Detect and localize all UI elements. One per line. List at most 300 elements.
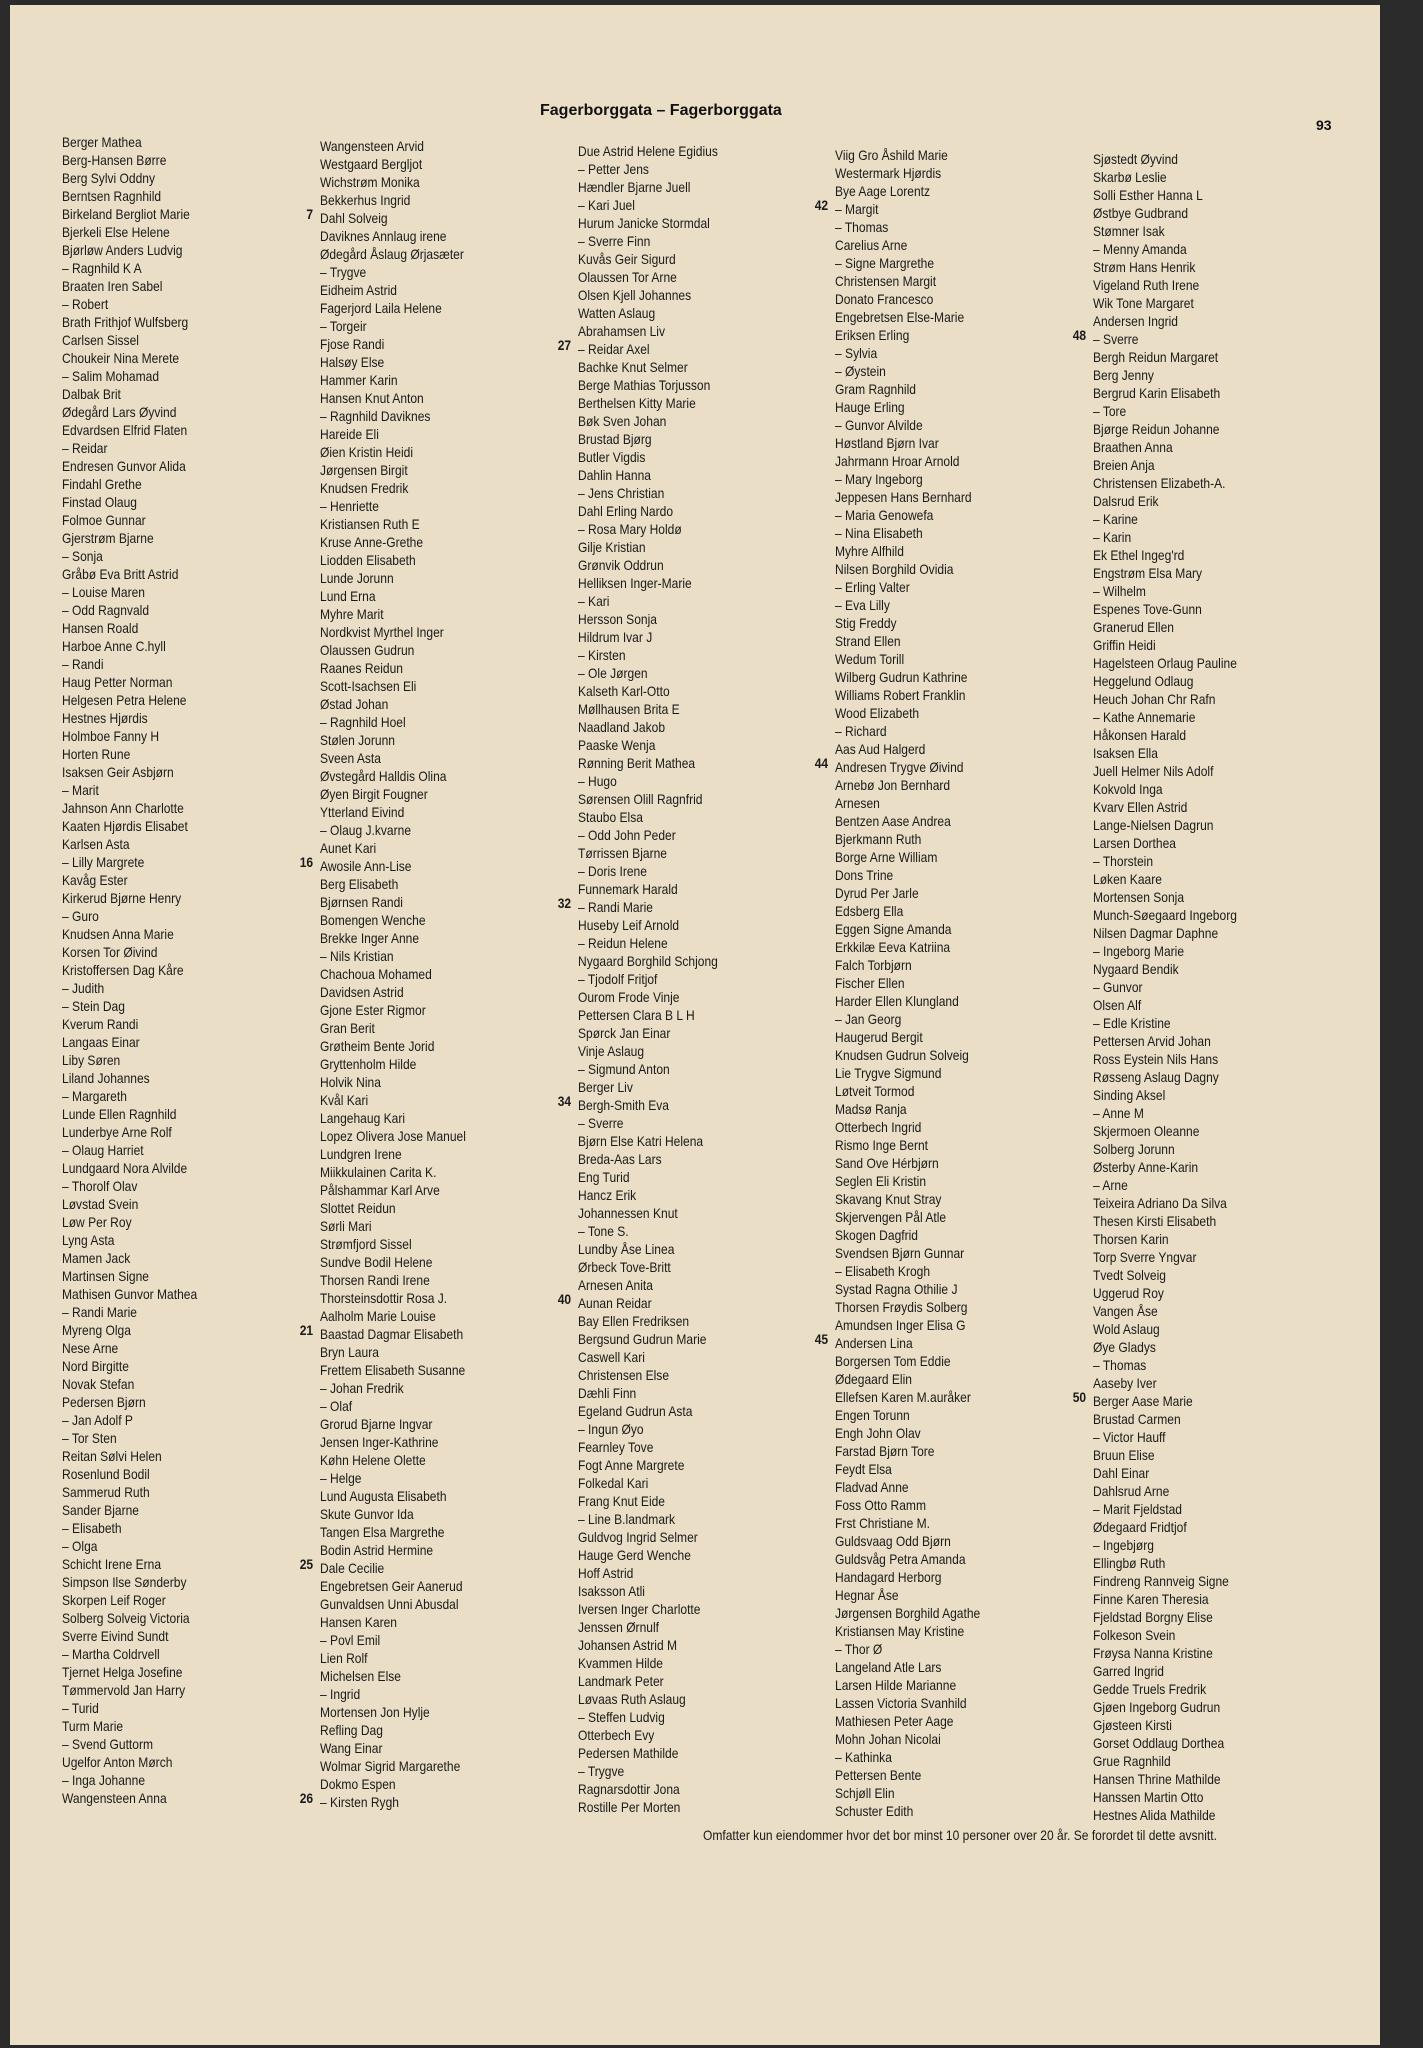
resident-entry bbox=[835, 200, 1063, 218]
resident-name: Martinsen Signe bbox=[62, 1268, 150, 1284]
resident-name: Viig Gro Åshild Marie bbox=[835, 147, 948, 163]
resident-name: – Svend Guttorm bbox=[62, 1736, 154, 1752]
resident-name: Gråbø Eva Britt Astrid bbox=[62, 566, 179, 582]
resident-entry bbox=[320, 461, 548, 479]
resident-entry bbox=[1093, 186, 1321, 204]
resident-name: Wik Tone Margaret bbox=[1093, 295, 1194, 311]
resident-name: Heggelund Odlaug bbox=[1093, 673, 1194, 689]
resident-entry bbox=[578, 682, 806, 700]
resident-entry bbox=[1093, 636, 1321, 654]
resident-entry bbox=[835, 488, 1063, 506]
resident-name: Slottet Reidun bbox=[320, 1200, 396, 1216]
resident-entry bbox=[1093, 744, 1321, 762]
resident-name: – Richard bbox=[835, 723, 887, 739]
resident-name: Lundby Åse Linea bbox=[578, 1241, 675, 1257]
resident-entry bbox=[1093, 348, 1321, 366]
resident-entry bbox=[1093, 1662, 1321, 1680]
resident-name: Kristiansen May Kristine bbox=[835, 1623, 965, 1639]
resident-name: Lunde Jorunn bbox=[320, 570, 394, 586]
resident-name: – Thor Ø bbox=[835, 1641, 883, 1657]
resident-entry bbox=[835, 164, 1063, 182]
resident-name: Løw Per Roy bbox=[62, 1214, 132, 1230]
resident-name: Dale Cecilie bbox=[320, 1560, 385, 1576]
resident-name: Aaseby Iver bbox=[1093, 1375, 1157, 1391]
directory-column-4 bbox=[814, 146, 1100, 1820]
resident-entry bbox=[1093, 1212, 1321, 1230]
resident-name: Fearnley Tove bbox=[578, 1439, 654, 1455]
resident-name: Borgersen Tom Eddie bbox=[835, 1353, 951, 1369]
resident-entry bbox=[578, 1708, 806, 1726]
resident-entry bbox=[62, 493, 290, 511]
resident-name: Sørensen Olill Ragnfrid bbox=[578, 791, 703, 807]
resident-entry bbox=[835, 272, 1063, 290]
resident-entry bbox=[835, 434, 1063, 452]
resident-entry bbox=[62, 1789, 290, 1807]
resident-name: Bergh-Smith Eva bbox=[578, 1097, 670, 1113]
resident-entry bbox=[835, 902, 1063, 920]
resident-entry bbox=[578, 1294, 806, 1312]
resident-name: Arnebø Jon Bernhard bbox=[835, 777, 951, 793]
resident-entry bbox=[320, 803, 548, 821]
resident-name: – Kirsten Rygh bbox=[320, 1794, 399, 1810]
resident-name: – Maria Genowefa bbox=[835, 507, 934, 523]
resident-name: Kirkerud Bjørne Henry bbox=[62, 890, 182, 906]
directory-column-5 bbox=[1072, 150, 1358, 1824]
resident-entry bbox=[578, 1564, 806, 1582]
resident-name: Bjerkmann Ruth bbox=[835, 831, 922, 847]
resident-entry bbox=[320, 947, 548, 965]
resident-entry bbox=[578, 538, 806, 556]
resident-name: – Tone S. bbox=[578, 1223, 629, 1239]
resident-name: – Judith bbox=[62, 980, 105, 996]
resident-name: Bomengen Wenche bbox=[320, 912, 426, 928]
resident-entry bbox=[578, 1618, 806, 1636]
resident-name: – Sverre bbox=[1093, 331, 1139, 347]
resident-entry bbox=[62, 1051, 290, 1069]
resident-entry bbox=[320, 1127, 548, 1145]
resident-entry bbox=[62, 1267, 290, 1285]
resident-name: Korsen Tor Øivind bbox=[62, 944, 158, 960]
resident-name: Ørbeck Tove-Britt bbox=[578, 1259, 671, 1275]
resident-entry bbox=[62, 961, 290, 979]
resident-entry bbox=[62, 1357, 290, 1375]
resident-entry bbox=[62, 1339, 290, 1357]
resident-name: Skogen Dagfrid bbox=[835, 1227, 919, 1243]
resident-entry bbox=[62, 1483, 290, 1501]
resident-name: Nygaard Bendik bbox=[1093, 961, 1179, 977]
resident-name: Bruun Elise bbox=[1093, 1447, 1155, 1463]
resident-entry bbox=[578, 862, 806, 880]
resident-entry bbox=[1093, 1140, 1321, 1158]
resident-name: Ross Eystein Nils Hans bbox=[1093, 1051, 1219, 1067]
resident-entry bbox=[578, 988, 806, 1006]
resident-entry bbox=[835, 326, 1063, 344]
resident-name: Wichstrøm Monika bbox=[320, 174, 420, 190]
resident-entry bbox=[62, 1429, 290, 1447]
resident-name: Findreng Rannveig Signe bbox=[1093, 1573, 1229, 1589]
resident-name: Løken Kaare bbox=[1093, 871, 1162, 887]
resident-name: Frøysa Nanna Kristine bbox=[1093, 1645, 1213, 1661]
house-number: 44 bbox=[814, 755, 829, 771]
resident-entry bbox=[835, 1082, 1063, 1100]
resident-entry bbox=[835, 1460, 1063, 1478]
resident-entry bbox=[320, 641, 548, 659]
resident-entry bbox=[320, 1397, 548, 1415]
resident-name: Thorsteinsdottir Rosa J. bbox=[320, 1290, 448, 1306]
resident-entry bbox=[1093, 1590, 1321, 1608]
resident-entry bbox=[320, 425, 548, 443]
resident-name: Pettersen Arvid Johan bbox=[1093, 1033, 1211, 1049]
resident-name: Hansen Karen bbox=[320, 1614, 397, 1630]
resident-entry bbox=[1093, 726, 1321, 744]
resident-name: – Thomas bbox=[835, 219, 889, 235]
resident-entry bbox=[835, 290, 1063, 308]
resident-name: Hammer Karin bbox=[320, 372, 398, 388]
resident-entry bbox=[320, 1091, 548, 1109]
resident-name: Ugelfor Anton Mørch bbox=[62, 1754, 173, 1770]
resident-entry bbox=[62, 187, 290, 205]
resident-name: Landmark Peter bbox=[578, 1673, 664, 1689]
resident-entry bbox=[578, 430, 806, 448]
resident-entry bbox=[835, 668, 1063, 686]
resident-name: Lassen Victoria Svanhild bbox=[835, 1695, 967, 1711]
resident-entry bbox=[578, 1582, 806, 1600]
resident-name: Østbye Gudbrand bbox=[1093, 205, 1189, 221]
resident-name: – Eva Lilly bbox=[835, 597, 890, 613]
house-number: 40 bbox=[557, 1291, 572, 1307]
resident-entry bbox=[1093, 1104, 1321, 1122]
resident-name: – Kari Juel bbox=[578, 197, 635, 213]
resident-name: Gjerstrøm Bjarne bbox=[62, 530, 154, 546]
resident-name: Olsen Kjell Johannes bbox=[578, 287, 692, 303]
resident-name: – Signe Margrethe bbox=[835, 255, 935, 271]
resident-name: Aunet Kari bbox=[320, 840, 377, 856]
resident-entry bbox=[1093, 978, 1321, 996]
resident-entry bbox=[1093, 1734, 1321, 1752]
resident-entry bbox=[835, 344, 1063, 362]
resident-name: – Marit bbox=[62, 782, 99, 798]
resident-name: Eriksen Erling bbox=[835, 327, 910, 343]
resident-name: Teixeira Adriano Da Silva bbox=[1093, 1195, 1227, 1211]
resident-name: Jahrmann Hroar Arnold bbox=[835, 453, 960, 469]
resident-entry bbox=[1093, 294, 1321, 312]
resident-entry bbox=[835, 884, 1063, 902]
resident-entry bbox=[320, 623, 548, 641]
resident-entry bbox=[578, 754, 806, 772]
resident-name: Lund Erna bbox=[320, 588, 376, 604]
resident-entry bbox=[1093, 816, 1321, 834]
resident-name: – Anne M bbox=[1093, 1105, 1144, 1121]
resident-entry bbox=[62, 529, 290, 547]
resident-entry bbox=[835, 794, 1063, 812]
resident-entry bbox=[62, 385, 290, 403]
resident-entry bbox=[578, 448, 806, 466]
resident-entry bbox=[578, 286, 806, 304]
resident-name: Ek Ethel Ingeg'rd bbox=[1093, 547, 1185, 563]
resident-name: Westgaard Bergljot bbox=[320, 156, 423, 172]
resident-name: Scott-Isachsen Eli bbox=[320, 678, 417, 694]
resident-entry bbox=[1093, 1410, 1321, 1428]
resident-entry bbox=[1093, 690, 1321, 708]
resident-entry bbox=[320, 1523, 548, 1541]
resident-name: Breda-Aas Lars bbox=[578, 1151, 662, 1167]
resident-name: Solberg Solveig Victoria bbox=[62, 1610, 190, 1626]
house-number: 50 bbox=[1072, 1389, 1087, 1405]
resident-entry bbox=[835, 1334, 1063, 1352]
resident-name: – Tjodolf Fritjof bbox=[578, 971, 658, 987]
resident-entry bbox=[578, 1798, 806, 1816]
resident-entry bbox=[578, 250, 806, 268]
resident-name: Dahl Erling Nardo bbox=[578, 503, 674, 519]
resident-name: Hersson Sonja bbox=[578, 611, 657, 627]
resident-entry bbox=[578, 1546, 806, 1564]
resident-name: Naadland Jakob bbox=[578, 719, 666, 735]
resident-entry bbox=[1093, 1248, 1321, 1266]
resident-entry bbox=[835, 1604, 1063, 1622]
resident-name: Dahl Solveig bbox=[320, 210, 388, 226]
resident-name: – Jan Georg bbox=[835, 1011, 902, 1027]
resident-name: Knudsen Fredrik bbox=[320, 480, 409, 496]
resident-entry bbox=[835, 1154, 1063, 1172]
resident-name: Ødegaard Fridtjof bbox=[1093, 1519, 1187, 1535]
resident-entry bbox=[1093, 1428, 1321, 1446]
resident-name: Fagerjord Laila Helene bbox=[320, 300, 442, 316]
resident-entry bbox=[62, 241, 290, 259]
page-number: 93 bbox=[1316, 117, 1332, 133]
resident-entry bbox=[835, 1550, 1063, 1568]
resident-name: Tømmervold Jan Harry bbox=[62, 1682, 186, 1698]
resident-entry bbox=[578, 1672, 806, 1690]
resident-entry bbox=[62, 637, 290, 655]
resident-entry bbox=[320, 1487, 548, 1505]
resident-entry bbox=[320, 533, 548, 551]
resident-name: Harder Ellen Klungland bbox=[835, 993, 959, 1009]
resident-name: Helgesen Petra Helene bbox=[62, 692, 187, 708]
resident-name: Gedde Truels Fredrik bbox=[1093, 1681, 1207, 1697]
resident-name: Fjeldstad Borgny Elise bbox=[1093, 1609, 1213, 1625]
resident-name: Espenes Tove-Gunn bbox=[1093, 601, 1202, 617]
resident-entry bbox=[1093, 1572, 1321, 1590]
resident-name: Pedersen Mathilde bbox=[578, 1745, 679, 1761]
resident-entry bbox=[578, 1780, 806, 1798]
resident-entry bbox=[578, 160, 806, 178]
resident-name: – Karin bbox=[1093, 529, 1132, 545]
resident-name: Finstad Olaug bbox=[62, 494, 137, 510]
resident-name: – Helge bbox=[320, 1470, 362, 1486]
resident-entry bbox=[62, 1717, 290, 1735]
resident-name: Uggerud Roy bbox=[1093, 1285, 1164, 1301]
resident-name: – Ingun Øyo bbox=[578, 1421, 644, 1437]
resident-entry bbox=[835, 362, 1063, 380]
resident-entry bbox=[320, 1739, 548, 1757]
resident-name: Gilje Kristian bbox=[578, 539, 646, 555]
resident-entry bbox=[1093, 1086, 1321, 1104]
resident-name: Otterbech Evy bbox=[578, 1727, 655, 1743]
resident-name: Løvaas Ruth Aslaug bbox=[578, 1691, 686, 1707]
resident-entry bbox=[320, 785, 548, 803]
resident-name: Øien Kristin Heidi bbox=[320, 444, 414, 460]
resident-entry bbox=[1093, 996, 1321, 1014]
resident-entry bbox=[835, 1694, 1063, 1712]
resident-name: Øvstegård Halldis Olina bbox=[320, 768, 447, 784]
resident-name: Kuvås Geir Sigurd bbox=[578, 251, 676, 267]
resident-entry bbox=[62, 1663, 290, 1681]
resident-entry bbox=[1093, 1032, 1321, 1050]
resident-entry bbox=[578, 664, 806, 682]
resident-entry bbox=[1093, 1464, 1321, 1482]
resident-name: Thesen Kirsti Elisabeth bbox=[1093, 1213, 1217, 1229]
resident-entry bbox=[1093, 798, 1321, 816]
resident-entry bbox=[62, 1609, 290, 1627]
resident-name: Køhn Helene Olette bbox=[320, 1452, 426, 1468]
resident-entry bbox=[835, 1442, 1063, 1460]
resident-name: – Randi Marie bbox=[62, 1304, 137, 1320]
resident-name: Strøm Hans Henrik bbox=[1093, 259, 1196, 275]
resident-name: Engebretsen Else-Marie bbox=[835, 309, 965, 325]
resident-name: Spørck Jan Einar bbox=[578, 1025, 671, 1041]
resident-name: Kristiansen Ruth E bbox=[320, 516, 420, 532]
resident-entry bbox=[835, 1388, 1063, 1406]
resident-entry bbox=[320, 1415, 548, 1433]
resident-name: Gram Ragnhild bbox=[835, 381, 916, 397]
resident-name: – Kathinka bbox=[835, 1749, 892, 1765]
resident-name: Bjørge Reidun Johanne bbox=[1093, 421, 1220, 437]
resident-entry bbox=[320, 731, 548, 749]
resident-name: Engstrøm Elsa Mary bbox=[1093, 565, 1203, 581]
resident-name: Tørrissen Bjarne bbox=[578, 845, 667, 861]
resident-entry bbox=[835, 1136, 1063, 1154]
resident-name: Liby Søren bbox=[62, 1052, 121, 1068]
resident-name: Solli Esther Hanna L bbox=[1093, 187, 1203, 203]
resident-name: – Margareth bbox=[62, 1088, 127, 1104]
resident-entry bbox=[578, 1402, 806, 1420]
resident-entry bbox=[320, 605, 548, 623]
resident-name: Torp Sverre Yngvar bbox=[1093, 1249, 1197, 1265]
resident-name: Bay Ellen Fredriksen bbox=[578, 1313, 690, 1329]
resident-name: Brekke Inger Anne bbox=[320, 930, 420, 946]
resident-name: Wangensteen Anna bbox=[62, 1790, 167, 1806]
resident-name: Bergsund Gudrun Marie bbox=[578, 1331, 707, 1347]
resident-entry bbox=[62, 583, 290, 601]
resident-entry bbox=[835, 1748, 1063, 1766]
resident-entry bbox=[320, 281, 548, 299]
resident-entry bbox=[320, 1757, 548, 1775]
resident-entry bbox=[578, 1420, 806, 1438]
resident-entry bbox=[835, 1676, 1063, 1694]
resident-name: – Inga Johanne bbox=[62, 1772, 146, 1788]
house-number: 27 bbox=[557, 337, 572, 353]
resident-entry bbox=[835, 596, 1063, 614]
resident-name: Tangen Elsa Margrethe bbox=[320, 1524, 445, 1540]
resident-entry bbox=[835, 578, 1063, 596]
resident-name: Rismo Inge Bernt bbox=[835, 1137, 929, 1153]
resident-entry bbox=[1093, 1122, 1321, 1140]
resident-name: Berg Sylvi Oddny bbox=[62, 170, 156, 186]
resident-name: Lien Rolf bbox=[320, 1650, 368, 1666]
resident-entry bbox=[62, 1015, 290, 1033]
resident-name: Jørgensen Birgit bbox=[320, 462, 408, 478]
resident-name: – Olaug Harriet bbox=[62, 1142, 144, 1158]
resident-entry bbox=[320, 1649, 548, 1667]
resident-name: Schjøll Elin bbox=[835, 1785, 895, 1801]
resident-name: Edsberg Ella bbox=[835, 903, 904, 919]
resident-entry bbox=[320, 1613, 548, 1631]
house-number: 48 bbox=[1072, 327, 1087, 343]
resident-name: Vigeland Ruth Irene bbox=[1093, 277, 1200, 293]
resident-entry bbox=[320, 1235, 548, 1253]
resident-name: Hauge Gerd Wenche bbox=[578, 1547, 691, 1563]
resident-entry bbox=[62, 1519, 290, 1537]
resident-entry bbox=[835, 1244, 1063, 1262]
resident-name: Ellefsen Karen M.auråker bbox=[835, 1389, 971, 1405]
resident-name: – Reidar bbox=[62, 440, 108, 456]
resident-entry bbox=[1093, 906, 1321, 924]
resident-name: Frang Knut Eide bbox=[578, 1493, 666, 1509]
resident-name: Hegnar Åse bbox=[835, 1587, 899, 1603]
resident-name: – Guro bbox=[62, 908, 99, 924]
resident-name: Dæhli Finn bbox=[578, 1385, 637, 1401]
resident-entry bbox=[578, 916, 806, 934]
resident-name: Andersen Lina bbox=[835, 1335, 913, 1351]
resident-name: Aas Aud Halgerd bbox=[835, 741, 926, 757]
resident-name: Skorpen Leif Roger bbox=[62, 1592, 166, 1608]
resident-name: Langeland Atle Lars bbox=[835, 1659, 942, 1675]
resident-entry bbox=[578, 358, 806, 376]
house-number: 32 bbox=[557, 895, 572, 911]
resident-name: Egeland Gudrun Asta bbox=[578, 1403, 693, 1419]
resident-name: Grøtheim Bente Jorid bbox=[320, 1038, 435, 1054]
resident-entry bbox=[835, 1712, 1063, 1730]
resident-name: Brustad Bjørg bbox=[578, 431, 652, 447]
resident-name: Gran Berit bbox=[320, 1020, 375, 1036]
house-number: 45 bbox=[814, 1331, 829, 1347]
resident-entry bbox=[835, 1064, 1063, 1082]
resident-name: – Odd John Peder bbox=[578, 827, 676, 843]
resident-entry bbox=[62, 475, 290, 493]
resident-entry bbox=[1093, 1554, 1321, 1572]
resident-name: Møllhausen Brita E bbox=[578, 701, 680, 717]
resident-entry bbox=[320, 497, 548, 515]
directory-column-1 bbox=[62, 133, 327, 1807]
resident-name: Staubo Elsa bbox=[578, 809, 643, 825]
resident-name: – Gunvor Alvilde bbox=[835, 417, 923, 433]
resident-name: Systad Ragna Othilie J bbox=[835, 1281, 958, 1297]
resident-entry bbox=[578, 934, 806, 952]
resident-name: Engen Torunn bbox=[835, 1407, 910, 1423]
resident-name: Breien Anja bbox=[1093, 457, 1155, 473]
resident-entry bbox=[62, 925, 290, 943]
resident-entry bbox=[62, 403, 290, 421]
resident-name: Johannessen Knut bbox=[578, 1205, 678, 1221]
resident-entry bbox=[835, 1424, 1063, 1442]
resident-entry bbox=[62, 547, 290, 565]
resident-name: Fladvad Anne bbox=[835, 1479, 909, 1495]
resident-entry bbox=[62, 421, 290, 439]
resident-entry bbox=[320, 551, 548, 569]
resident-entry bbox=[62, 601, 290, 619]
resident-entry bbox=[62, 565, 290, 583]
resident-name: Lange-Nielsen Dagrun bbox=[1093, 817, 1214, 833]
resident-entry bbox=[62, 853, 290, 871]
resident-entry bbox=[320, 1019, 548, 1037]
resident-name: Wolmar Sigrid Margarethe bbox=[320, 1758, 461, 1774]
resident-entry bbox=[1093, 600, 1321, 618]
resident-name: Knudsen Anna Marie bbox=[62, 926, 174, 942]
resident-name: Handagard Herborg bbox=[835, 1569, 942, 1585]
resident-entry bbox=[1093, 546, 1321, 564]
resident-entry bbox=[578, 1330, 806, 1348]
resident-entry bbox=[320, 1199, 548, 1217]
